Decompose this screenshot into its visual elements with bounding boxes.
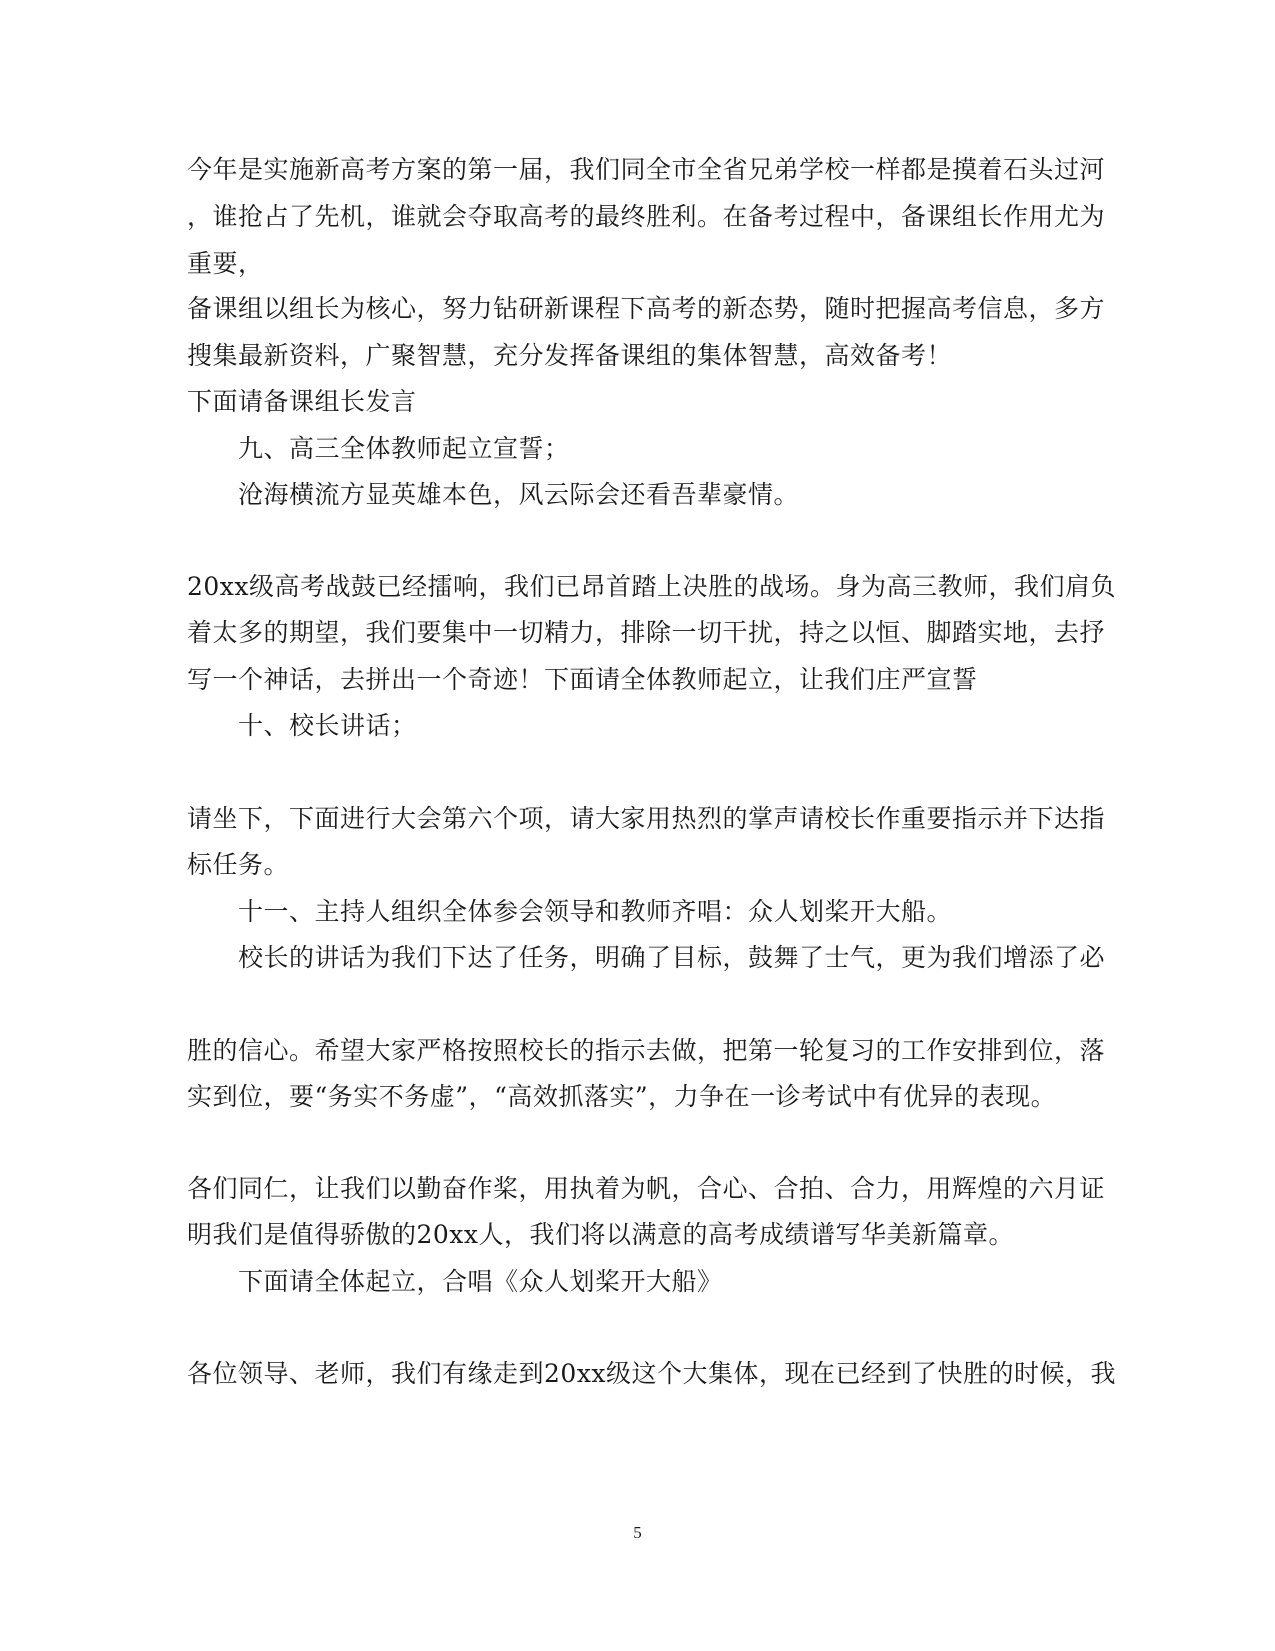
text-line: 下面请全体起立，合唱《众人划桨开大船》	[238, 1267, 723, 1296]
text-line: 备课组以组长为核心，努力钻研新课程下高考的新态势，随时把握高考信息，多方	[187, 294, 1106, 323]
text-line: 着太多的期望，我们要集中一切精力，排除一切干扰，持之以恒、脚踏实地，去抒	[187, 618, 1106, 647]
text-line: 写一个神话，去拼出一个奇迹！下面请全体教师起立，让我们庄严宣誓	[187, 665, 978, 694]
text-line: 标任务。	[187, 850, 290, 879]
text-line: 胜的信心。希望大家严格按照校长的指示去做，把第一轮复习的工作安排到位，落	[187, 1036, 1106, 1065]
text-line: ，谁抢占了先机，谁就会夺取高考的最终胜利。在备考过程中，备课组长作用尤为	[187, 202, 1106, 231]
text-line: 下面请备课组长发言	[187, 387, 417, 416]
text-line: 校长的讲话为我们下达了任务，明确了目标，鼓舞了士气，更为我们增添了必	[238, 943, 1106, 972]
section-heading: 九、高三全体教师起立宣誓；	[238, 434, 570, 463]
text-line: 今年是实施新高考方案的第一届，我们同全市全省兄弟学校一样都是摸着石头过河	[187, 155, 1106, 184]
text-line: 各位领导、老师，我们有缘走到20xx级这个大集体，现在已经到了快胜的时候，我	[187, 1359, 1117, 1388]
text-line: 明我们是值得骄傲的20xx人，我们将以满意的高考成绩谱写华美新篇章。	[187, 1220, 1015, 1249]
page-number: 5	[633, 1523, 642, 1542]
text-line: 重要，	[187, 249, 264, 278]
text-line: 20xx级高考战鼓已经擂响，我们已昂首踏上决胜的战场。身为高三教师，我们肩负	[187, 572, 1117, 601]
text-line: 实到位，要“务实不务虚”，“高效抓落实”，力争在一诊考试中有优异的表现。	[187, 1082, 1057, 1111]
section-heading: 十一、主持人组织全体参会领导和教师齐唱：众人划桨开大船。	[238, 897, 953, 926]
text-line: 请坐下，下面进行大会第六个项，请大家用热烈的掌声请校长作重要指示并下达指	[187, 804, 1106, 833]
text-line: 各们同仁，让我们以勤奋作桨，用执着为帆，合心、合拍、合力，用辉煌的六月证	[187, 1174, 1106, 1203]
text-line: 沧海横流方显英雄本色，风云际会还看吾辈豪情。	[238, 480, 800, 509]
section-heading: 十、校长讲话；	[238, 711, 417, 740]
text-line: 搜集最新资料，广聚智慧，充分发挥备课组的集体智慧，高效备考！	[187, 341, 953, 370]
